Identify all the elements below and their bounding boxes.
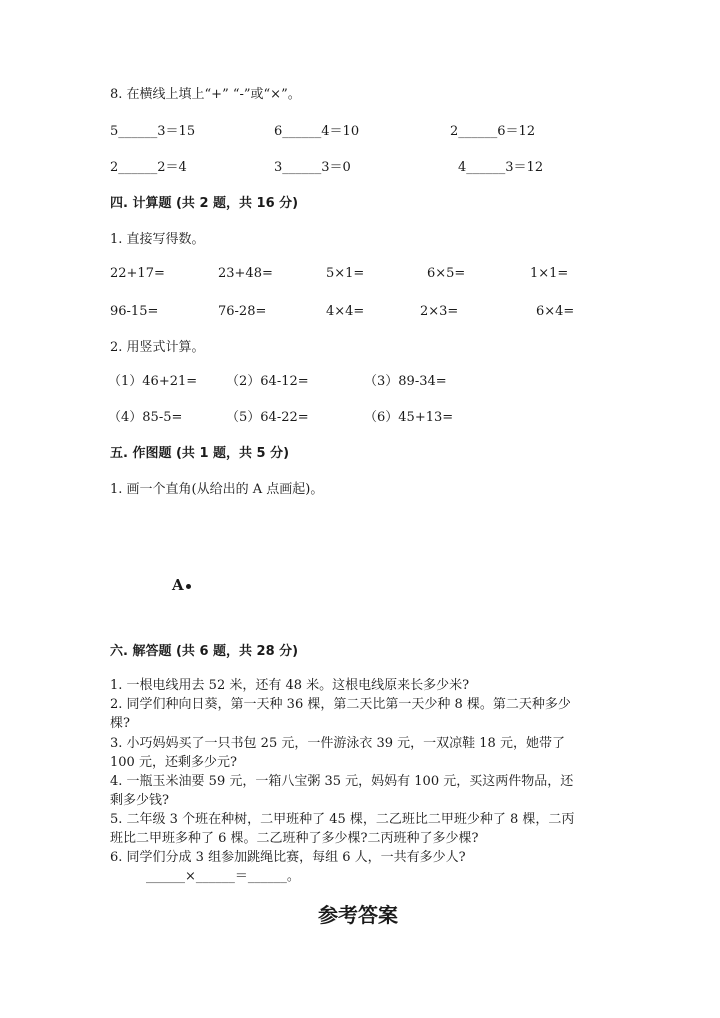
calc-item-2: 23+48= [218,266,273,281]
q8-item-1: 5______3＝15 [110,124,196,139]
q8-item-4: 2______2＝4 [110,160,187,175]
q8-item-5: 3______3＝0 [274,160,351,175]
calc-item-9: 2×3= [420,304,459,319]
problem-answer-blank: ______×______＝______。 [146,869,300,884]
section4-q2-title: 2. 用竖式计算。 [110,340,205,355]
vertical-calc-3: （3）89-34= [364,374,447,389]
problem-line-9: 班比二甲班多种了 6 棵。二乙班种了多少棵?二丙班种了多少棵? [110,831,479,846]
calc-item-1: 22+17= [110,266,165,281]
vertical-calc-4: （4）85-5= [108,410,183,425]
calc-item-10: 6×4= [536,304,575,319]
point-a-dot-icon [186,584,191,589]
point-a-label: A [172,576,184,594]
vertical-calc-5: （5）64-22= [226,410,309,425]
problem-line-1: 1. 一根电线用去 52 米，还有 48 米。这根电线原来长多少米? [110,678,470,693]
section6-heading: 六. 解答题 (共 6 题，共 28 分) [110,644,299,659]
problem-line-8: 5. 二年级 3 个班在种树，二甲班种了 45 棵，二乙班比二甲班少种了 8 棵，二丙 [110,812,575,827]
problem-line-6: 4. 一瓶玉米油要 59 元，一箱八宝粥 35 元，妈妈有 100 元，买这两件物品，还 [110,774,574,789]
q8-title: 8. 在横线上填上“+” “-”或“×”。 [110,87,301,102]
vertical-calc-2: （2）64-12= [226,374,309,389]
problem-line-2: 2. 同学们种向日葵，第一天种 36 棵，第二天比第一天少种 8 棵。第二天种多少 [110,697,571,712]
vertical-calc-1: （1）46+21= [108,374,198,389]
calc-item-4: 6×5= [427,266,466,281]
vertical-calc-6: （6）45+13= [364,410,454,425]
problem-line-10: 6. 同学们分成 3 组参加跳绳比赛，每组 6 人，一共有多少人? [110,850,466,865]
section4-q1-title: 1. 直接写得数。 [110,232,205,247]
calc-item-8: 4×4= [326,304,365,319]
problem-line-5: 100 元，还剩多少元? [110,755,237,770]
problem-line-7: 剩多少钱? [110,793,169,808]
problem-line-4: 3. 小巧妈妈买了一只书包 25 元，一件游泳衣 39 元，一双凉鞋 18 元，她带了 [110,736,565,751]
point-a [172,577,191,595]
section5-heading: 五. 作图题 (共 1 题，共 5 分) [110,446,290,461]
problem-line-3: 棵? [110,716,130,731]
section4-heading: 四. 计算题 (共 2 题，共 16 分) [110,196,299,211]
q8-item-2: 6______4＝10 [274,124,360,139]
q8-item-6: 4______3＝12 [458,160,544,175]
calc-item-7: 76-28= [218,304,267,319]
calc-item-3: 5×1= [326,266,365,281]
calc-item-5: 1×1= [530,266,569,281]
section5-q1-title: 1. 画一个直角(从给出的 A 点画起)。 [110,482,324,497]
calc-item-6: 96-15= [110,304,159,319]
q8-item-3: 2______6＝12 [450,124,536,139]
answers-title: 参考答案 [318,903,398,927]
